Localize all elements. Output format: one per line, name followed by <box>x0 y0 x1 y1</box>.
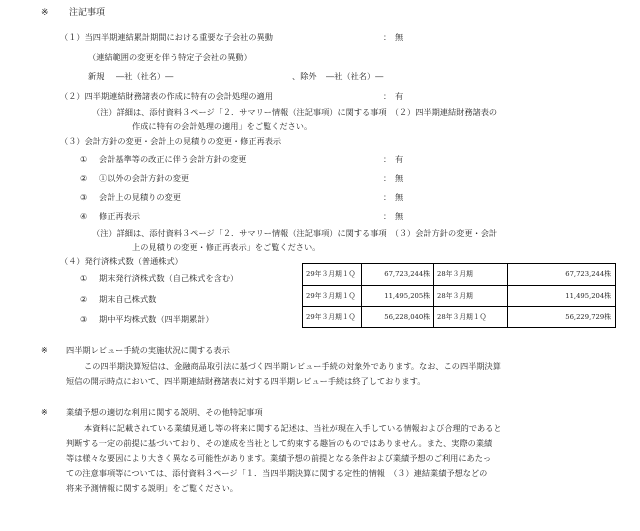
item4-num-3: ③ <box>80 314 88 324</box>
review-title: 四半期レビュー手続の実施状況に関する表示 <box>66 345 230 355</box>
forecast-line2: 判断する一定の前提に基づいており、その達成を当社として約束する趣旨のものではありません。また、実際の業績 <box>66 438 493 448</box>
item1-label: （１）当四半期連結累計期間における重要な子会社の異動 <box>60 32 273 42</box>
item3-colon-4: ： <box>383 211 392 221</box>
item3-value-2: 無 <box>395 173 404 183</box>
item3-text-3: 会計上の見積りの変更 <box>99 192 181 202</box>
item3-value-3: 無 <box>395 192 404 202</box>
item3-note-line2: 上の見積りの変更・修正再表示」をご覧ください。 <box>132 242 321 252</box>
item3-colon-2: ： <box>383 173 392 183</box>
item4-num-1: ① <box>80 273 88 283</box>
item1-new-label: 新規 <box>88 71 105 81</box>
table-row <box>303 306 615 327</box>
item3-num-4: ④ <box>80 211 88 221</box>
item2-value: 有 <box>395 91 404 101</box>
forecast-line5: 将来予測情報に関する説明」をご覧ください。 <box>66 483 238 493</box>
item2-note-line2: 作成に特有の会計処理の適用」をご覧ください。 <box>132 121 313 131</box>
item3-text-1: 会計基準等の改正に伴う会計方針の変更 <box>99 154 247 164</box>
table-cell: 29年３月期１Ｑ <box>303 286 362 307</box>
table-cell: 11,495,205株 <box>362 286 434 307</box>
item4-num-2: ② <box>80 294 88 304</box>
item3-num-1: ① <box>80 154 88 164</box>
item3-value-1: 有 <box>395 154 404 164</box>
table-cell: 56,228,040株 <box>362 307 434 328</box>
item2-label: （２）四半期連結財務諸表の作成に特有の会計処理の適用 <box>60 91 273 101</box>
item1-new-value: ―社（社名）― <box>116 71 174 81</box>
table-cell: 11,495,204株 <box>565 292 611 301</box>
item1-value: 無 <box>395 32 404 42</box>
table-cell: 67,723,244株 <box>565 270 611 279</box>
item1-excl-value: ―社（社名）― <box>326 71 384 81</box>
table-row <box>303 285 615 306</box>
item2-colon: ： <box>383 91 392 101</box>
item1-excl-label: 、除外 <box>292 71 317 81</box>
table-row <box>303 264 615 285</box>
item3-num-2: ② <box>80 173 88 183</box>
item4-label: （４）発行済株式数（普通株式） <box>60 256 183 266</box>
table-cell: 28年３月期 <box>434 264 508 285</box>
forecast-line1: 本資料に記載されている業績見通し等の将来に関する記述は、当社が現在入手している情報および合理的であると <box>84 423 502 433</box>
item3-value-4: 無 <box>395 211 404 221</box>
item3-colon-3: ： <box>383 192 392 202</box>
table-cell: 29年３月期１Ｑ <box>303 264 362 285</box>
section-mark: ※ <box>41 8 49 18</box>
forecast-mark: ※ <box>41 407 48 417</box>
item3-label: （３）会計方針の変更・会計上の見積りの変更・修正再表示 <box>60 136 282 146</box>
item4-text-3: 期中平均株式数（四半期累計） <box>99 314 214 324</box>
item2-note-line1: （注）詳細は、添付資料３ページ「２．サマリー情報（注記事項）に関する事項 （２）四半期連結財務諸表の <box>92 107 498 117</box>
item3-text-2: ①以外の会計方針の変更 <box>99 173 190 183</box>
item3-num-3: ③ <box>80 192 88 202</box>
item3-note-line1: （注）詳細は、添付資料３ページ「２．サマリー情報（注記事項）に関する事項 （３）会計方針の変更・会計 <box>92 228 498 238</box>
item3-text-4: 修正再表示 <box>99 211 140 221</box>
forecast-title: 業績予想の適切な利用に関する説明、その他特記事項 <box>66 407 263 417</box>
table-cell: 28年３月期１Ｑ <box>434 307 508 328</box>
table-cell: 28年３月期 <box>434 286 508 307</box>
review-line1: この四半期決算短信は、金融商品取引法に基づく四半期レビュー手続の対象外であります。なお、この四半期決算 <box>84 361 501 371</box>
item4-text-2: 期末自己株式数 <box>99 294 157 304</box>
table-cell: 67,723,244株 <box>362 264 434 285</box>
item1-sub: （連結範囲の変更を伴う特定子会社の異動） <box>88 52 252 62</box>
item3-colon-1: ： <box>383 154 392 164</box>
forecast-line3: 等は様々な要因により大きく異なる可能性があります。業績予想の前提となる条件および業績予想のご利用にあたっ <box>66 453 492 463</box>
review-mark: ※ <box>41 345 48 355</box>
shares-table <box>302 263 616 328</box>
item1-colon: ： <box>383 32 392 42</box>
review-line2: 短信の開示時点において、四半期連結財務諸表に対する四半期レビュー手続は終了しております。 <box>66 376 426 386</box>
section-title: 注記事項 <box>69 8 106 18</box>
table-cell: 56,229,729株 <box>565 313 611 322</box>
forecast-line4: ての注意事項等については、添付資料３ページ「１．当四半期決算に関する定性的情報 （３）連結業績予想などの <box>66 468 488 478</box>
item4-text-1: 期末発行済株式数（自己株式を含む） <box>99 273 239 283</box>
table-cell: 29年３月期１Ｑ <box>303 307 362 328</box>
